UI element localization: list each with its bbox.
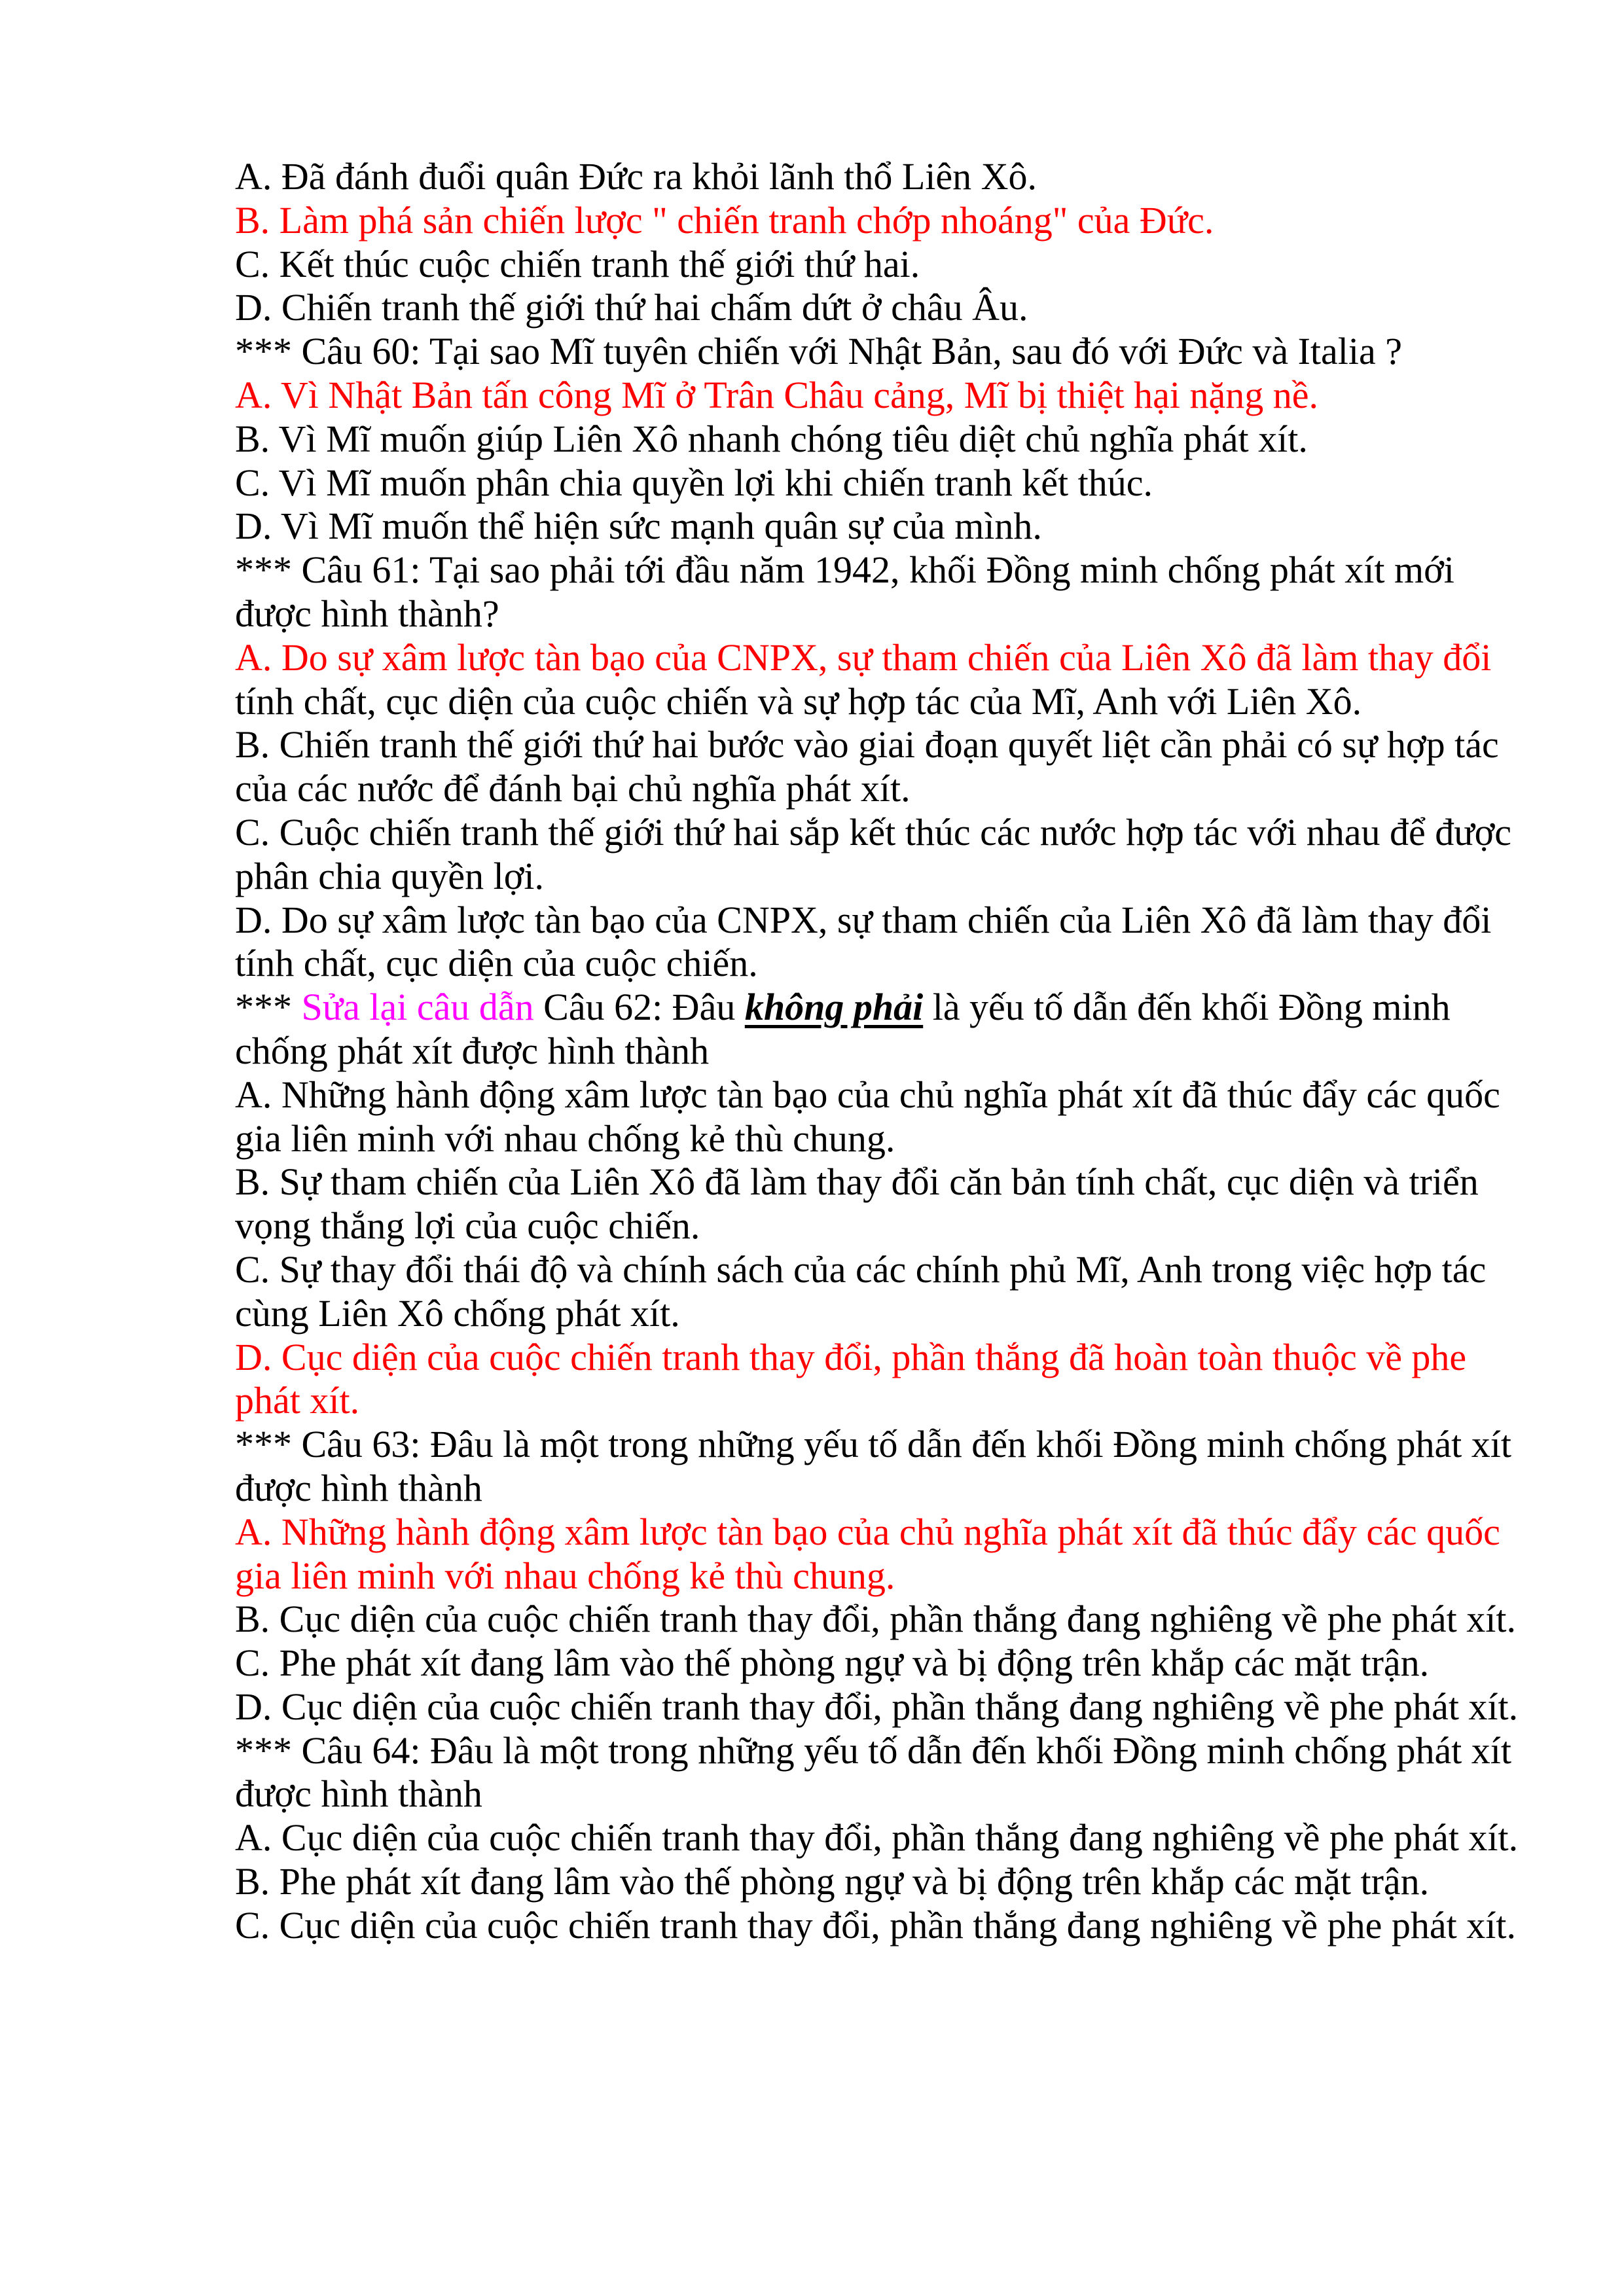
answer-option [235, 1641, 1528, 1685]
paragraph-text: *** Câu 61: Tại sao phải tới đầu năm 1942, khối Đồng minh chống phát xít mới được hình thành? [235, 548, 1454, 635]
answer-option [235, 505, 1528, 548]
answer-option [235, 1248, 1528, 1336]
correct-answer-text: A. Vì Nhật Bản tấn công Mĩ ở Trân Châu cảng, Mĩ bị thiệt hại nặng nề. [235, 373, 1319, 416]
paragraph-text: Câu 62: Đâu [533, 986, 745, 1029]
answer-option [235, 811, 1528, 899]
paragraph-text: A. Cục diện của cuộc chiến tranh thay đổi, phần thắng đang nghiêng về phe phát xít. [235, 1816, 1519, 1859]
answer-option [235, 1904, 1528, 1948]
answer-option [235, 155, 1528, 199]
paragraph-text: B. Vì Mĩ muốn giúp Liên Xô nhanh chóng tiêu diệt chủ nghĩa phát xít. [235, 417, 1308, 460]
answer-option [235, 1598, 1528, 1641]
question-stem [235, 330, 1528, 374]
paragraph-text: B. Chiến tranh thế giới thứ hai bước vào giai đoạn quyết liệt cần phải có sự hợp tác của các nước để đánh bại chủ nghĩa phát xít. [235, 723, 1499, 810]
paragraph-text: D. Cục diện của cuộc chiến tranh thay đổi, phần thắng đang nghiêng về phe phát xít. [235, 1685, 1519, 1728]
paragraph-text: C. Phe phát xít đang lâm vào thế phòng ngự và bị động trên khắp các mặt trận. [235, 1641, 1430, 1685]
question-stem [235, 1729, 1528, 1817]
answer-option [235, 1511, 1528, 1598]
answer-option [235, 1816, 1528, 1860]
paragraph-text: C. Sự thay đổi thái độ và chính sách của các chính phủ Mĩ, Anh trong việc hợp tác cùng Liên Xô chống phát xít. [235, 1247, 1487, 1335]
question-stem [235, 1423, 1528, 1511]
paragraph-text: A. Đã đánh đuổi quân Đức ra khỏi lãnh thổ Liên Xô. [235, 155, 1037, 198]
answer-option [235, 1685, 1528, 1729]
paragraph-text: D. Chiến tranh thế giới thứ hai chấm dứt ở châu Âu. [235, 286, 1028, 329]
answer-option [235, 243, 1528, 287]
paragraph-text: *** Câu 60: Tại sao Mĩ tuyên chiến với Nhật Bản, sau đó với Đức và Italia ? [235, 330, 1402, 373]
paragraph-text: *** Câu 63: Đâu là một trong những yếu tố dẫn đến khối Đồng minh chống phát xít được hình thành [235, 1423, 1512, 1509]
paragraph-text: C. Cuộc chiến tranh thế giới thứ hai sắp kết thúc các nước hợp tác với nhau để được phân chia quyền lợi. [235, 810, 1512, 897]
answer-option [235, 1336, 1528, 1424]
paragraph-text: *** [235, 986, 302, 1029]
emphasis-text: không phải [744, 986, 924, 1029]
question-stem [235, 548, 1528, 636]
answer-option [235, 418, 1528, 461]
paragraph-text: C. Vì Mĩ muốn phân chia quyền lợi khi chiến tranh kết thúc. [235, 461, 1153, 504]
paragraph-text: là yếu tố dẫn đến khối Đồng minh chống phát xít được hình thành [235, 986, 1451, 1072]
answer-option [235, 374, 1528, 418]
paragraph-text: A. Những hành động xâm lược tàn bạo của chủ nghĩa phát xít đã thúc đẩy các quốc gia liên minh với nhau chống kẻ thù chung. [235, 1073, 1500, 1160]
answer-option [235, 723, 1528, 811]
correct-answer-text: A. Do sự xâm lược tàn bạo của CNPX, sự tham chiến của Liên Xô đã làm thay đổi [235, 636, 1492, 679]
correct-answer-text: D. Cục diện của cuộc chiến tranh thay đổi, phần thắng đã hoàn toàn thuộc về phe phát xít. [235, 1335, 1467, 1422]
answer-option [235, 199, 1528, 243]
paragraph-text: D. Do sự xâm lược tàn bạo của CNPX, sự tham chiến của Liên Xô đã làm thay đổi tính chất, cục diện của cuộc chiến. [235, 898, 1492, 985]
paragraph-text: C. Kết thúc cuộc chiến tranh thế giới thứ hai. [235, 242, 920, 285]
answer-option [235, 899, 1528, 986]
question-stem [235, 986, 1528, 1073]
paragraph-text: *** Câu 64: Đâu là một trong những yếu tố dẫn đến khối Đồng minh chống phát xít được hình thành [235, 1729, 1512, 1816]
answer-option [235, 286, 1528, 330]
paragraph-text: B. Cục diện của cuộc chiến tranh thay đổi, phần thắng đang nghiêng về phe phát xít. [235, 1598, 1516, 1641]
paragraph-text: tính chất, cục diện của cuộc chiến và sự hợp tác của Mĩ, Anh với Liên Xô. [235, 679, 1362, 723]
answer-option [235, 636, 1528, 724]
paragraph-text: B. Phe phát xít đang lâm vào thế phòng ngự và bị động trên khắp các mặt trận. [235, 1860, 1430, 1903]
correct-answer-text: A. Những hành động xâm lược tàn bạo của chủ nghĩa phát xít đã thúc đẩy các quốc gia liên minh với nhau chống kẻ thù chung. [235, 1510, 1500, 1597]
answer-option [235, 461, 1528, 505]
correct-answer-text: B. Làm phá sản chiến lược " chiến tranh chớp nhoáng" của Đức. [235, 198, 1214, 242]
answer-option [235, 1160, 1528, 1248]
answer-option [235, 1860, 1528, 1904]
answer-option [235, 1073, 1528, 1161]
paragraph-text: C. Cục diện của cuộc chiến tranh thay đổi, phần thắng đang nghiêng về phe phát xít. [235, 1903, 1516, 1946]
paragraph-text: B. Sự tham chiến của Liên Xô đã làm thay đổi căn bản tính chất, cục diện và triển vọng thắng lợi của cuộc chiến. [235, 1160, 1479, 1247]
paragraph-text: D. Vì Mĩ muốn thể hiện sức mạnh quân sự của mình. [235, 505, 1042, 548]
edit-note-text: Sửa lại câu dẫn [301, 986, 534, 1029]
document-body [235, 155, 1528, 1948]
